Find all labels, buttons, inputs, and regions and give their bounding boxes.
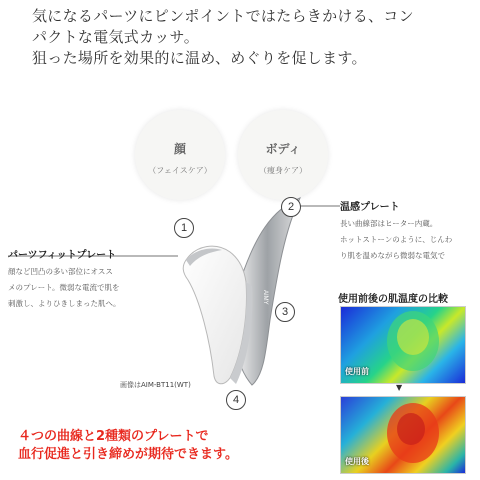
marker-3: 3 bbox=[275, 302, 295, 322]
thermal-image-before bbox=[340, 306, 466, 384]
warm-plate-line-3: り肌を温めながら微弱な電気で bbox=[340, 251, 445, 260]
bottom-tagline bbox=[18, 428, 238, 464]
face-care-sub: （フェイスケア） bbox=[148, 166, 212, 175]
intro-line-2: パクトな電気式カッサ。 bbox=[32, 28, 200, 46]
face-care-title: 顔 bbox=[173, 142, 186, 156]
marker-2: 2 bbox=[281, 197, 301, 217]
bottom-line-1: ４つの曲線と2種類のプレートで bbox=[18, 429, 209, 444]
before-label: 使用前 bbox=[345, 367, 369, 376]
parts-plate-line-2: メのプレート。微弱な電流で肌を bbox=[8, 283, 120, 292]
after-label: 使用後 bbox=[345, 457, 369, 466]
parts-plate-heading: パーツフィットプレート bbox=[8, 250, 117, 261]
warm-plate-heading: 温感プレート bbox=[340, 202, 400, 213]
warm-plate-line-2: ホットストーンのように、じんわ bbox=[340, 235, 453, 244]
device-brand: AIMY bbox=[262, 290, 268, 305]
marker-4: 4 bbox=[226, 390, 246, 410]
parts-plate-line-3: 刺激し、よりひきしまった肌へ。 bbox=[8, 299, 121, 308]
body-care-sub: （痩身ケア） bbox=[259, 166, 307, 175]
bottom-line-2: 血行促進と引き締めが期待できます。 bbox=[18, 447, 238, 462]
marker-1: 1 bbox=[174, 218, 194, 238]
device-caption: 画像はAIM-BT11(WT) bbox=[120, 381, 191, 389]
parts-plate-line-1: 顔など凹凸の多い部位にオスス bbox=[8, 267, 113, 276]
warm-plate-line-1: 長い曲線部はヒーター内蔵。 bbox=[340, 219, 438, 228]
thermal-image-after bbox=[340, 396, 466, 474]
down-arrow-icon: ▼ bbox=[396, 383, 403, 392]
body-care-title: ボディ bbox=[265, 142, 301, 156]
intro-line-3: 狙った場所を効果的に温め、めぐりを促します。 bbox=[32, 49, 367, 67]
intro-line-1: 気になるパーツにピンポイントではたらきかける、コン bbox=[32, 7, 414, 25]
comparison-heading: 使用前後の肌温度の比較 bbox=[338, 294, 448, 305]
